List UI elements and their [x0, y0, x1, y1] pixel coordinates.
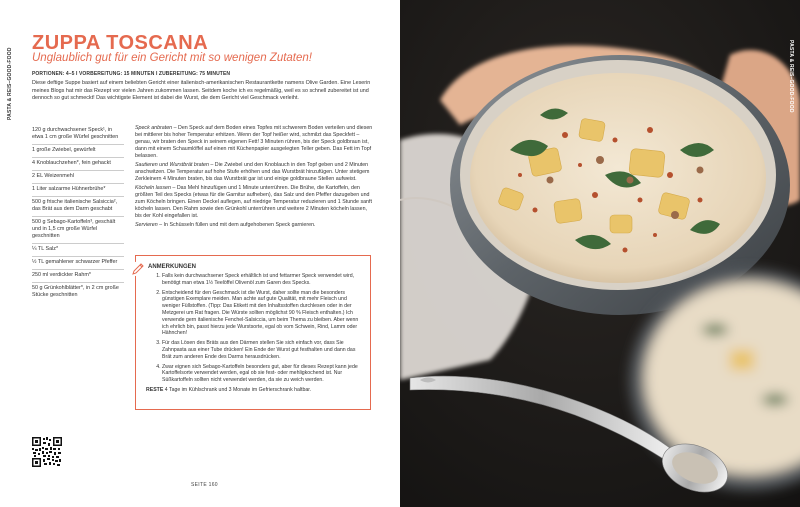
right-page-photo [400, 0, 800, 507]
ingredients-list [32, 125, 124, 302]
pencil-note-icon [130, 261, 146, 277]
method-step [135, 222, 375, 229]
note-item: 3. Für das Lösen des Bräts aus den Därmen stellen Sie sich einfach vor, dass Sie Zahnpasta aus einer Tube drücken! Ein Ende der Wurst gut festhalten und dann das Brät zum anderen Ende des Darms herausdrücken. [162, 340, 360, 360]
ingredient-item: 50 g Grünkohlblätter*, in 2 cm große Stücke geschnitten [32, 285, 119, 298]
ingredient-item: 1 große Zwiebel, gewürfelt [32, 145, 124, 158]
note-item: 2. Entscheidend für den Geschmack ist die Wurst, daher sollte man die besonders günstigen Exemplare meiden. Man achte auf gute Qualität, mit mehr Fleisch und weniger Füllstoffen. (Tipp: Das Etikett mit den Inhaltsstoffen durchlesen oder in der Metzgerei um Rat fragen. Die Würste sollten möglichst 90 % Fleisch enthalten.) Ich verwende gern italienische Fenchel-Salsiccia, um beim Thema zu bleiben. Aber wenn ich ehrlich bin, passt hierzu jede Wurstsorte, egal ob vom Schwein, Rind, Lamm oder Hähnchen! [162, 290, 360, 338]
leftovers-note [146, 387, 360, 393]
ingredient-item: 1 Liter salzarme Hühnerbrühe* [32, 184, 124, 197]
ingredient-item: 250 ml verdickter Rahm* [32, 270, 124, 283]
ingredient-item: ½ TL gemahlener schwarzer Pfeffer [32, 257, 124, 270]
method-step [135, 185, 375, 220]
recipe-title: ZUPPA TOSCANA [32, 32, 209, 54]
step-heading: Speck anbraten [135, 125, 173, 131]
ingredient-item: 500 g frische italienische Salsiccia², das Brät aus dem Darm geschabt [32, 197, 124, 217]
recipe-intro: Diese deftige Suppe basiert auf einem beliebten Gericht einer italienisch-amerikanischen Restaurantkette namens Olive Garden. Eine Leserin meines Blogs hat mir das Rezept vor vielen Jahren zukommen lassen. Seitdem koche ich es regelmäßig, weil es so schnell zubereitet ist und dennoch so gut schmeckt! Das wichtigste Element ist dabei die Wurst, die dem Gericht viel Geschmack verleiht. [32, 80, 371, 101]
notes-box [135, 255, 371, 410]
step-heading: Sautieren und Wurstbrät braten [135, 162, 209, 168]
notes-list [146, 273, 360, 384]
step-heading: Köcheln lassen [135, 185, 171, 191]
leftovers-text: 4 Tage im Kühlschrank und 3 Monate im Gefrierschrank haltbar. [163, 386, 312, 393]
leftovers-label: RESTE [146, 386, 164, 393]
note-item: 1. Falls kein durchwachsener Speck erhältlich ist und fettarmer Speck verwendet wird, benötigt man etwa 1½ Teelöffel Olivenöl zum Garen des Specks. [162, 273, 360, 287]
step-text: – Den Speck auf dem Boden eines Topfes mit schwerem Boden verteilen und diesen bei mittlerer bis hoher Temperatur erhitzen. Wenn der Topf heißer wird, schmilzt das Speckfett – genau, wir braten den Speck in seinem eigenen Fett! 3 Minuten rühren, bis der Speck goldbraun ist, dann mit einem Schaumlöffel auf einen mit Küchenpapier ausgelegten Teller geben. Das Fett im Topf belassen. [135, 125, 373, 159]
recipe-meta: PORTIONEN: 4–5 I VORBEREITUNG: 15 MINUTEN I ZUBEREITUNG: 75 MINUTEN [32, 71, 231, 77]
recipe-subtitle: Unglaublich gut für ein Gericht mit so wenigen Zutaten! [32, 52, 312, 64]
notes-title: ANMERKUNGEN [148, 264, 196, 270]
step-text: – Die Zwiebel und den Knoblauch in den Topf geben und 2 Minuten anschwitzen. Die Temperatur auf hohe Stufe erhöhen und das Wurstbrät hinzufügen. Unter stetigem Zerkleinern 4 Minuten braten, bis das Wurstbrät gar ist und einige goldbraune Stellen aufweist. [135, 162, 370, 182]
qr-code-icon[interactable] [32, 437, 62, 467]
step-text: – Das Mehl hinzufügen und 1 Minute unterrühren. Die Brühe, die Kartoffeln, den größten Teil des Specks (etwas für die Garnitur aufheben), das Salz und den Pfeffer dazugeben und zum Köcheln bringen. Einen Deckel auflegen, auf niedrige Temperatur reduzieren und 1 Stunde sanft köcheln lassen. Den Rahm sowie den Grünkohl unterrühren und weitere 2 Minuten köcheln lassen, bis der Kohl eingefallen ist. [135, 185, 372, 219]
method-step [135, 162, 375, 183]
ingredient-item: 2 EL Weizenmehl [32, 171, 124, 184]
chapter-spine-label-right: PASTA & REIS–GOOD-FOOD [788, 40, 794, 113]
step-text: – In Schüsseln füllen und mit dem aufgehobenen Speck garnieren. [157, 222, 316, 228]
chapter-spine-label: PASTA & REIS–GOOD-FOOD [7, 47, 13, 120]
ingredient-item: ¼ TL Salz* [32, 244, 124, 257]
ingredient-item: 4 Knoblauchzehen*, fein gehackt [32, 158, 124, 171]
method-steps [135, 125, 375, 231]
ingredient-item: 120 g durchwachsener Speck¹, in etwa 1 cm große Würfel geschnitten [32, 125, 124, 145]
soup-photo [400, 0, 800, 507]
note-item: 4. Zwar eignen sich Sebago-Kartoffeln besonders gut, aber für dieses Rezept kann jede Kartoffelsorte verwendet werden, egal ob sie fest- oder mehligkochend ist. Nur Süßkartoffeln sollten nicht verwendet werden, da sie zu weich werden. [162, 364, 360, 384]
method-step [135, 125, 375, 160]
ingredient-item: 500 g Sebago-Kartoffeln³, geschält und in 1,5 cm große Würfel geschnitten [32, 217, 124, 244]
step-heading: Servieren [135, 222, 158, 228]
page-number: SEITE 160 [191, 482, 218, 488]
